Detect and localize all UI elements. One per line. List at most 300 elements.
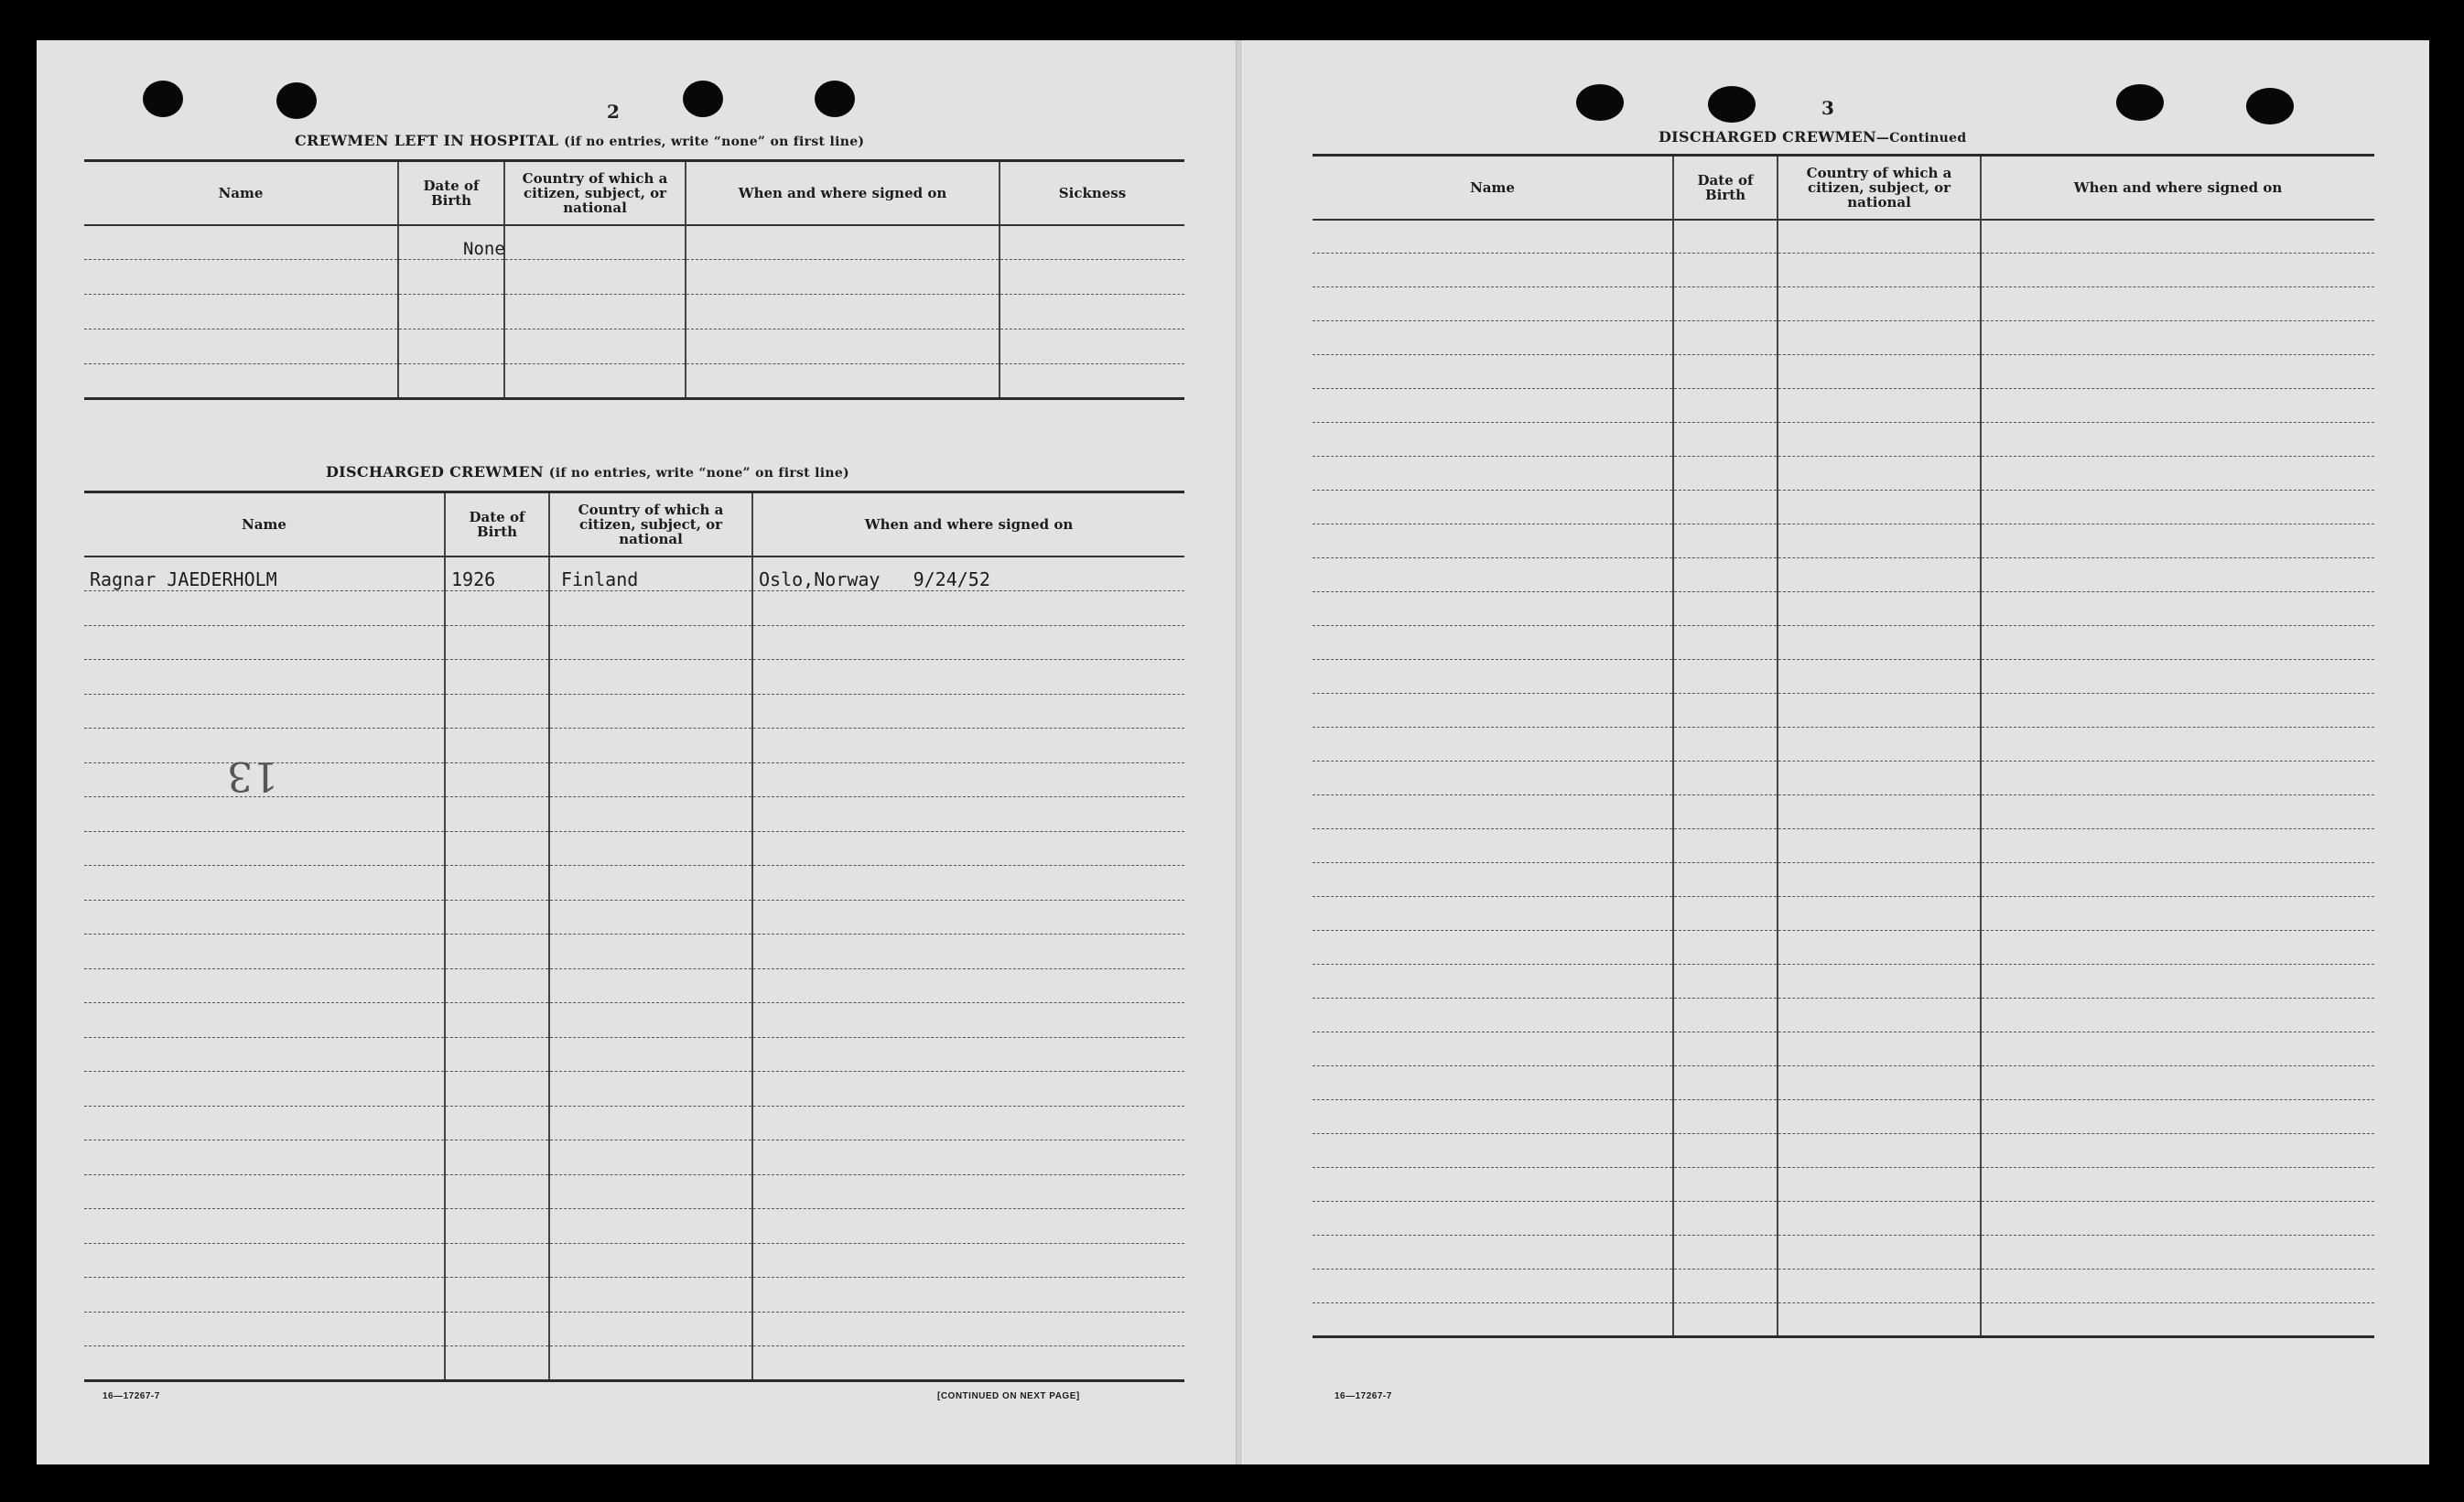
table-cell — [1313, 795, 1673, 829]
table-cell-none-entry: None — [398, 225, 504, 260]
table-cell — [1981, 1303, 2374, 1337]
table-cell — [549, 1209, 752, 1244]
table-row — [1313, 1270, 2374, 1303]
table-cell — [84, 1243, 445, 1278]
table-cell — [1981, 1168, 2374, 1202]
table-cell — [445, 1278, 549, 1313]
table-cell — [752, 762, 1184, 797]
table-cell — [1673, 728, 1778, 762]
table-row — [1313, 1168, 2374, 1202]
table-cell — [398, 330, 504, 364]
table-row — [84, 1140, 1184, 1175]
table-cell — [1981, 389, 2374, 423]
table-cell — [84, 660, 445, 695]
table-cell — [84, 1140, 445, 1175]
col-header-country: Country of which a citizen, subject, or national — [549, 492, 752, 556]
table-cell — [752, 935, 1184, 969]
table-cell — [84, 968, 445, 1003]
col-header-date-of-birth: Date of Birth — [398, 161, 504, 225]
table-cell — [1778, 626, 1981, 660]
table-row — [84, 831, 1184, 866]
table-row — [1313, 897, 2374, 931]
table-cell — [1778, 694, 1981, 728]
table-row — [84, 797, 1184, 832]
table-cell — [549, 1312, 752, 1346]
document-sheet — [37, 40, 2429, 1464]
table-cell — [1313, 897, 1673, 931]
table-cell — [445, 1003, 549, 1038]
table-cell — [1778, 965, 1981, 999]
table-cell — [1313, 524, 1673, 558]
table-cell — [84, 364, 398, 399]
table-cell — [752, 1003, 1184, 1038]
table-cell — [1981, 254, 2374, 287]
table-cell — [1778, 592, 1981, 626]
table-cell — [1778, 1032, 1981, 1066]
discharged-continued-table — [1313, 154, 2374, 1338]
col-header-date-of-birth: Date of Birth — [445, 492, 549, 556]
table-cell — [752, 831, 1184, 866]
table-row — [1313, 1303, 2374, 1337]
table-cell — [1778, 423, 1981, 457]
table-cell — [752, 1106, 1184, 1140]
table-cell — [1673, 965, 1778, 999]
table-cell — [1778, 491, 1981, 524]
table-cell — [1000, 225, 1184, 260]
table-cell — [504, 295, 686, 330]
table-row — [1313, 762, 2374, 795]
table-cell — [1673, 558, 1778, 592]
table-row — [1313, 931, 2374, 965]
table-row — [1313, 1100, 2374, 1134]
table-row — [84, 660, 1184, 695]
table-cell — [504, 260, 686, 295]
table-row — [1313, 355, 2374, 389]
col-header-sickness: Sickness — [1000, 161, 1184, 225]
table-cell — [1981, 728, 2374, 762]
table-cell — [1313, 558, 1673, 592]
table-cell — [1313, 1168, 1673, 1202]
table-row — [84, 625, 1184, 660]
table-cell — [1778, 1100, 1981, 1134]
table-cell — [1313, 1236, 1673, 1270]
table-cell — [1313, 423, 1673, 457]
col-header-signed-on: When and where signed on — [752, 492, 1184, 556]
table-cell — [549, 1346, 752, 1381]
table-row — [1313, 558, 2374, 592]
table-cell — [84, 1106, 445, 1140]
table-cell — [445, 1209, 549, 1244]
table-cell — [1673, 626, 1778, 660]
table-cell — [1673, 694, 1778, 728]
table-cell — [752, 968, 1184, 1003]
table-cell — [1778, 558, 1981, 592]
table-cell — [1313, 1134, 1673, 1168]
crewman-signed-on: Oslo,Norway 9/24/52 — [752, 556, 1184, 591]
table-cell — [752, 1312, 1184, 1346]
table-cell — [1981, 524, 2374, 558]
table-cell — [1673, 321, 1778, 355]
discharged-continued-title-text: DISCHARGED CREWMEN — [1659, 128, 1876, 146]
col-header-date-of-birth: Date of Birth — [1673, 156, 1778, 220]
table-cell — [1778, 220, 1981, 254]
table-row — [1313, 220, 2374, 254]
table-cell — [1673, 389, 1778, 423]
table-row — [84, 866, 1184, 901]
table-cell — [445, 1140, 549, 1175]
table-cell — [84, 1003, 445, 1038]
table-row — [1313, 728, 2374, 762]
table-cell — [504, 330, 686, 364]
table-cell — [84, 295, 398, 330]
table-cell — [1673, 1270, 1778, 1303]
table-cell — [549, 762, 752, 797]
table-cell — [1673, 897, 1778, 931]
table-cell — [1981, 592, 2374, 626]
col-header-name: Name — [84, 492, 445, 556]
table-cell — [549, 625, 752, 660]
table-cell — [398, 364, 504, 399]
table-cell — [686, 260, 1000, 295]
table-cell — [445, 1106, 549, 1140]
table-cell — [1673, 863, 1778, 897]
table-cell — [84, 694, 445, 729]
crewman-country: Finland — [549, 556, 752, 591]
table-cell — [1981, 423, 2374, 457]
table-row — [1313, 1202, 2374, 1236]
table-cell — [1778, 524, 1981, 558]
crewman-name: Ragnar JAEDERHOLM — [90, 568, 277, 590]
table-row — [1313, 999, 2374, 1032]
table-row — [1313, 524, 2374, 558]
table-cell — [1673, 491, 1778, 524]
col-header-name: Name — [1313, 156, 1673, 220]
table-cell — [752, 1072, 1184, 1107]
table-cell — [1000, 364, 1184, 399]
table-cell — [686, 295, 1000, 330]
table-cell — [1778, 1270, 1981, 1303]
col-header-signed-on: When and where signed on — [686, 161, 1000, 225]
table-cell — [1313, 457, 1673, 491]
table-cell — [445, 831, 549, 866]
table-cell — [1313, 694, 1673, 728]
table-cell — [752, 1243, 1184, 1278]
table-cell — [445, 694, 549, 729]
table-cell — [1778, 660, 1981, 694]
table-cell — [686, 364, 1000, 399]
table-cell — [84, 1174, 445, 1209]
table-cell — [1673, 287, 1778, 321]
table-cell — [1673, 1066, 1778, 1100]
table-cell — [686, 330, 1000, 364]
table-cell — [1673, 762, 1778, 795]
table-row — [1313, 491, 2374, 524]
table-row — [1313, 1134, 2374, 1168]
table-cell — [549, 591, 752, 626]
table-cell — [1313, 389, 1673, 423]
table-cell — [1673, 524, 1778, 558]
page-number: 2 — [607, 101, 620, 123]
table-cell — [1313, 762, 1673, 795]
table-row — [84, 1312, 1184, 1346]
table-cell — [1313, 660, 1673, 694]
table-cell — [1673, 1236, 1778, 1270]
table-cell — [84, 866, 445, 901]
table-cell — [1673, 254, 1778, 287]
table-cell — [1000, 330, 1184, 364]
table-cell — [1778, 1168, 1981, 1202]
table-row — [84, 1072, 1184, 1107]
table-cell — [1981, 829, 2374, 863]
table-cell — [1778, 254, 1981, 287]
col-header-country: Country of which a citizen, subject, or national — [1778, 156, 1981, 220]
table-cell — [1673, 1134, 1778, 1168]
table-cell — [1981, 457, 2374, 491]
table-cell — [1778, 321, 1981, 355]
hospital-table — [84, 159, 1184, 400]
table-cell — [1981, 965, 2374, 999]
table-cell — [1981, 897, 2374, 931]
table-cell — [84, 625, 445, 660]
table-cell — [1673, 1100, 1778, 1134]
table-cell — [1000, 295, 1184, 330]
table-cell — [84, 900, 445, 935]
table-cell — [549, 1243, 752, 1278]
table-cell — [84, 260, 398, 295]
table-row — [84, 968, 1184, 1003]
table-row — [84, 1106, 1184, 1140]
table-cell — [752, 1209, 1184, 1244]
table-cell — [445, 900, 549, 935]
table-cell — [1981, 931, 2374, 965]
table-cell — [1313, 355, 1673, 389]
table-cell — [1778, 762, 1981, 795]
table-cell — [445, 1243, 549, 1278]
table-cell — [1673, 457, 1778, 491]
table-cell — [1981, 863, 2374, 897]
table-row — [84, 694, 1184, 729]
table-cell — [445, 935, 549, 969]
table-cell — [1778, 355, 1981, 389]
table-cell — [752, 694, 1184, 729]
col-header-signed-on: When and where signed on — [1981, 156, 2374, 220]
table-cell — [445, 866, 549, 901]
table-cell — [752, 1140, 1184, 1175]
table-cell — [398, 295, 504, 330]
table-cell — [84, 330, 398, 364]
table-cell — [549, 1278, 752, 1313]
table-cell — [752, 660, 1184, 695]
table-cell — [549, 729, 752, 763]
table-cell — [1000, 260, 1184, 295]
table-cell — [84, 1037, 445, 1072]
table-cell — [1313, 1066, 1673, 1100]
table-cell — [549, 660, 752, 695]
table-cell — [549, 1037, 752, 1072]
table-cell — [1313, 931, 1673, 965]
table-row — [1313, 694, 2374, 728]
table-row — [84, 1174, 1184, 1209]
table-cell — [1778, 829, 1981, 863]
table-cell — [1313, 829, 1673, 863]
col-header-country: Country of which a citizen, subject, or national — [504, 161, 686, 225]
table-row — [1313, 389, 2374, 423]
table-cell — [1673, 931, 1778, 965]
table-cell — [1313, 1270, 1673, 1303]
table-cell — [1778, 999, 1981, 1032]
table-cell — [445, 1346, 549, 1381]
table-cell — [1778, 1134, 1981, 1168]
table-row — [84, 900, 1184, 935]
form-number: 16—17267-7 — [1335, 1391, 1392, 1401]
discharged-continued-suffix: —Continued — [1875, 131, 1967, 146]
table-cell — [549, 1072, 752, 1107]
table-cell — [1313, 1032, 1673, 1066]
table-cell — [752, 1278, 1184, 1313]
table-cell — [752, 591, 1184, 626]
table-cell — [1313, 254, 1673, 287]
table-row — [84, 591, 1184, 626]
table-row — [1313, 829, 2374, 863]
table-cell — [1778, 457, 1981, 491]
table-cell — [549, 1003, 752, 1038]
table-cell — [1313, 491, 1673, 524]
table-cell — [445, 797, 549, 832]
table-cell — [445, 1037, 549, 1072]
table-row — [1313, 254, 2374, 287]
discharged-title-instruction: (if no entries, write “none” on first line) — [548, 466, 849, 481]
right-page — [1241, 40, 2429, 1464]
table-row — [1313, 287, 2374, 321]
table-cell — [84, 1346, 445, 1381]
table-row — [1313, 965, 2374, 999]
table-cell — [445, 968, 549, 1003]
table-cell — [445, 729, 549, 763]
table-row — [1313, 1066, 2374, 1100]
table-cell — [1981, 558, 2374, 592]
table-cell — [445, 591, 549, 626]
table-cell — [1981, 321, 2374, 355]
table-cell — [1981, 1032, 2374, 1066]
table-cell — [1673, 220, 1778, 254]
discharged-table — [84, 491, 1184, 1382]
table-row — [84, 1278, 1184, 1313]
table-cell — [1673, 592, 1778, 626]
table-cell — [1981, 1270, 2374, 1303]
table-row — [1313, 660, 2374, 694]
table-row — [1313, 457, 2374, 491]
table-cell — [752, 866, 1184, 901]
table-cell — [1778, 931, 1981, 965]
table-cell — [1778, 1236, 1981, 1270]
table-cell — [1981, 795, 2374, 829]
table-cell — [1981, 1134, 2374, 1168]
table-cell — [1981, 491, 2374, 524]
table-cell — [84, 591, 445, 626]
table-cell — [752, 729, 1184, 763]
table-cell — [1778, 863, 1981, 897]
table-cell — [752, 1346, 1184, 1381]
table-cell — [504, 364, 686, 399]
table-cell — [1981, 1066, 2374, 1100]
table-cell — [84, 797, 445, 832]
table-cell — [398, 260, 504, 295]
table-cell — [1673, 829, 1778, 863]
table-row — [1313, 321, 2374, 355]
table-cell — [1981, 1202, 2374, 1236]
table-cell — [1313, 592, 1673, 626]
table-cell — [1981, 220, 2374, 254]
table-cell — [1981, 626, 2374, 660]
table-row — [1313, 1032, 2374, 1066]
table-cell — [1673, 423, 1778, 457]
table-row — [1313, 1236, 2374, 1270]
table-row — [1313, 795, 2374, 829]
table-cell — [1981, 1100, 2374, 1134]
table-row — [1313, 626, 2374, 660]
table-cell — [752, 797, 1184, 832]
table-cell — [445, 625, 549, 660]
table-cell — [445, 1174, 549, 1209]
table-cell — [1778, 1066, 1981, 1100]
table-cell — [1778, 1202, 1981, 1236]
table-cell — [549, 797, 752, 832]
table-cell — [1313, 1303, 1673, 1337]
table-cell — [1313, 220, 1673, 254]
table-cell — [549, 1140, 752, 1175]
table-cell — [752, 1174, 1184, 1209]
table-cell — [1981, 355, 2374, 389]
table-cell — [752, 1037, 1184, 1072]
table-row — [84, 1037, 1184, 1072]
table-cell — [549, 968, 752, 1003]
table-cell — [1313, 728, 1673, 762]
hospital-title-text: CREWMEN LEFT IN HOSPITAL — [295, 132, 559, 149]
table-row — [84, 1003, 1184, 1038]
table-cell — [84, 831, 445, 866]
table-cell — [1778, 389, 1981, 423]
table-row — [1313, 863, 2374, 897]
table-cell — [1313, 1100, 1673, 1134]
table-cell — [1778, 795, 1981, 829]
table-cell — [445, 762, 549, 797]
hospital-section-title — [295, 132, 864, 149]
table-cell — [1778, 1303, 1981, 1337]
table-cell — [1313, 287, 1673, 321]
table-row — [84, 1209, 1184, 1244]
crewman-date-of-birth: 1926 — [445, 556, 549, 591]
table-cell — [752, 625, 1184, 660]
form-number: 16—17267-7 — [103, 1391, 160, 1401]
table-cell — [84, 1278, 445, 1313]
table-cell — [686, 225, 1000, 260]
table-cell — [1313, 965, 1673, 999]
table-cell — [549, 935, 752, 969]
table-cell — [752, 900, 1184, 935]
table-cell — [84, 1209, 445, 1244]
col-header-name: Name — [84, 161, 398, 225]
table-row — [84, 1243, 1184, 1278]
table-cell — [1673, 1303, 1778, 1337]
table-cell — [1313, 321, 1673, 355]
table-cell — [1981, 694, 2374, 728]
table-cell — [1981, 999, 2374, 1032]
table-cell — [1778, 897, 1981, 931]
table-cell — [1673, 355, 1778, 389]
table-cell — [1981, 1236, 2374, 1270]
table-cell — [445, 1072, 549, 1107]
table-cell — [445, 660, 549, 695]
